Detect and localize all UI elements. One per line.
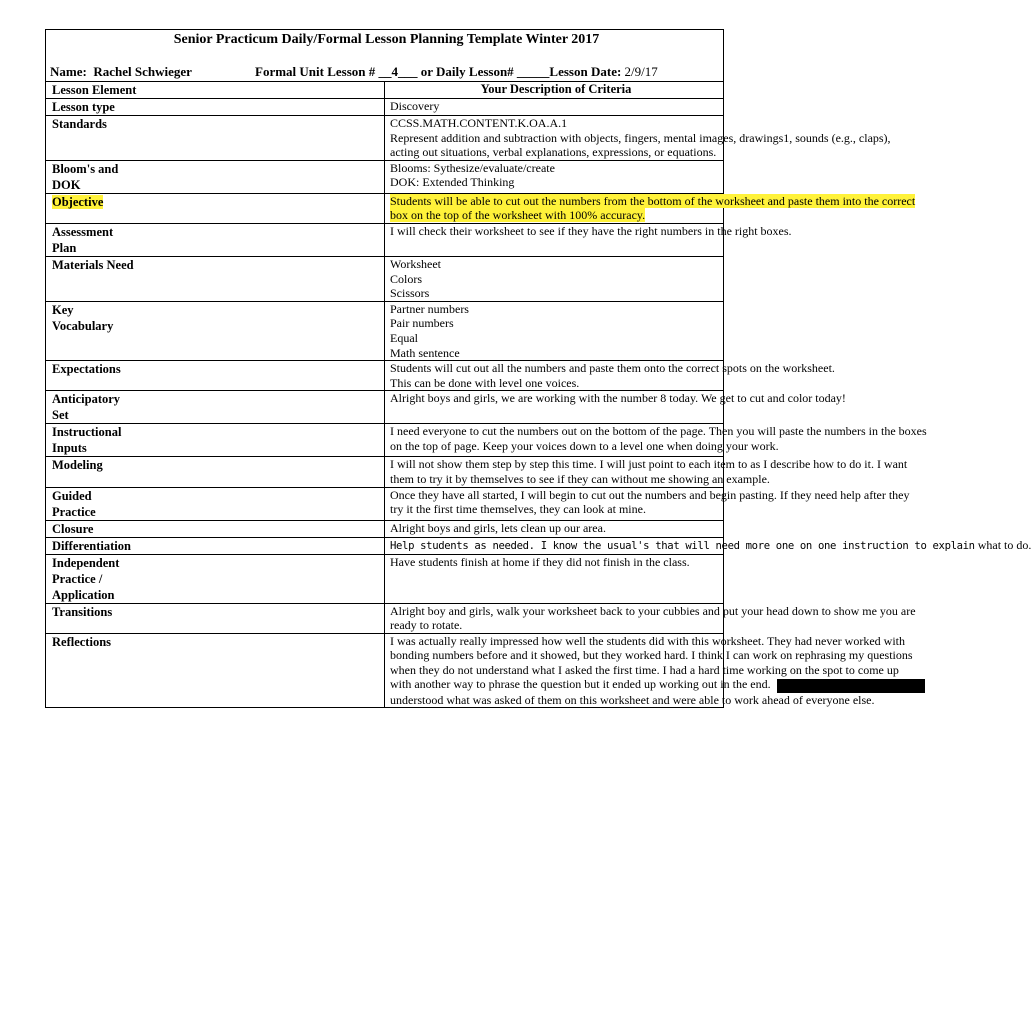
label-line: Anticipatory (52, 392, 121, 407)
label-line: Set (52, 408, 69, 423)
text-line: I was actually really impressed how well the students did with this worksheet. They had never worked with (390, 633, 905, 648)
label-standards: Standards (46, 116, 385, 161)
value-independent-practice (385, 554, 724, 603)
value-blooms-dok (385, 160, 724, 193)
value-instructional-inputs (385, 424, 927, 457)
label-assessment-plan (46, 223, 385, 256)
lesson-date: 2/9/17 (624, 64, 658, 79)
label-independent-practice (46, 554, 385, 603)
text-line: I need everyone to cut the numbers out on the bottom of the page. Then you will paste the numbers in the boxes (390, 424, 927, 439)
text-line: Partner numbers (390, 301, 469, 316)
document-title: Senior Practicum Daily/Formal Lesson Planning Template Winter 2017 (46, 30, 724, 52)
text-line: ready to rotate. (390, 618, 463, 633)
value-key-vocabulary (385, 301, 724, 360)
label-line: Vocabulary (52, 318, 114, 333)
text-line: Have students finish at home if they did not finish in the class. (390, 554, 690, 569)
label-expectations: Expectations (46, 361, 385, 391)
text-line: Once they have all started, I will begin to cut out the numbers and begin pasting. If they need help after they (390, 487, 910, 502)
text-line: Equal (390, 330, 418, 345)
text-line: CCSS.MATH.CONTENT.K.OA.A.1 (390, 116, 568, 130)
redaction-bar (777, 679, 925, 693)
text-line: This can be done with level one voices. (390, 375, 580, 390)
label-line: Practice (52, 504, 96, 519)
text-line: Alright boys and girls, lets clean up our area. (390, 520, 606, 535)
label-line: Instructional (52, 425, 122, 440)
value-transitions (385, 603, 916, 633)
text-line: acting out situations, verbal explanations, expressions, or equations. (390, 145, 717, 160)
text-line: Alright boy and girls, walk your worksheet back to your cubbies and put your head down to show me you are (390, 603, 916, 618)
label-line: Key (52, 302, 74, 317)
text-line: Students will cut out all the numbers and paste them onto the correct spots on the worksheet. (390, 361, 835, 376)
highlighted-text: box on the top of the worksheet with 100% accuracy. (390, 208, 646, 223)
text-line: Worksheet (390, 256, 442, 271)
value-reflections (385, 633, 913, 708)
label-line: Application (52, 587, 115, 602)
text-line: Blooms: Sythesize/evaluate/create (390, 160, 555, 175)
text-line: them to try it by themselves to see if they can without me showing an example. (390, 471, 770, 486)
value-modeling (385, 457, 908, 487)
label-closure: Closure (46, 520, 385, 537)
text-line: Represent addition and subtraction with objects, fingers, mental images, drawings1, sounds (e.g., claps), (390, 130, 891, 145)
text-line: DOK: Extended Thinking (390, 175, 515, 190)
label-materials: Materials Need (46, 256, 385, 301)
label-blooms-dok (46, 160, 385, 193)
label-modeling: Modeling (46, 457, 385, 487)
text-line: Colors (390, 271, 423, 286)
col-header-criteria: Your Description of Criteria (385, 82, 724, 99)
label-line: Inputs (52, 441, 87, 456)
label-reflections: Reflections (46, 633, 385, 708)
name-line (46, 51, 724, 82)
label-instructional-inputs (46, 424, 385, 457)
highlighted-label: Objective (52, 194, 104, 209)
text-line: bonding numbers before and it showed, but they worked hard. I think I can work on rephrasing my questions (390, 648, 913, 663)
col-header-element: Lesson Element (46, 82, 385, 99)
text-line: Pair numbers (390, 316, 454, 331)
highlighted-text: Students will be able to cut out the numbers from the bottom of the worksheet and paste them into the correct (390, 193, 916, 208)
value-expectations (385, 361, 835, 391)
lesson-plan-table (45, 29, 1031, 708)
lesson-number-line: Formal Unit Lesson # __4___ or Daily Lesson# _____Lesson Date: (255, 64, 622, 79)
label-line: Assessment (52, 224, 114, 239)
text-mono: Help students as needed. I know the usual's that will need more one on one instruction to explain (390, 539, 975, 552)
label-guided-practice (46, 487, 385, 520)
value-lesson-type (385, 99, 724, 116)
label-line: Practice / (52, 571, 103, 586)
value-assessment-plan (385, 223, 792, 256)
text-line: Alright boys and girls, we are working with the number 8 today. We get to cut and color today! (390, 391, 846, 406)
value-anticipatory-set (385, 391, 846, 424)
value-standards (385, 116, 891, 161)
value-differentiation (385, 537, 1031, 554)
label-line: Bloom's and (52, 161, 119, 176)
text-line: I will not show them step by step this time. I will just point to each item to as I describe how to do it. I want (390, 457, 908, 472)
text-line: try it the first time themselves, they can look at mine. (390, 502, 646, 517)
label-line: Independent (52, 555, 120, 570)
text-line: Math sentence (390, 345, 460, 360)
value-guided-practice (385, 487, 910, 520)
text-line: with another way to phrase the question but it ended up working out in the end. (390, 677, 771, 692)
value-objective (385, 193, 916, 223)
text-line: when they do not understand what I asked the first time. I had a hard time working on the spot to come up (390, 662, 899, 677)
label-lesson-type: Lesson type (46, 99, 385, 116)
label-line: DOK (52, 177, 81, 192)
label-objective (46, 193, 385, 223)
text-tail: what to do. (974, 537, 1031, 552)
label-transitions: Transitions (46, 603, 385, 633)
label-differentiation: Differentiation (46, 537, 385, 554)
text-line: Discovery (390, 99, 440, 113)
value-closure (385, 520, 724, 537)
teacher-name: Name: Rachel Schwieger (50, 64, 192, 79)
value-materials (385, 256, 724, 301)
label-anticipatory-set (46, 391, 385, 424)
text-line: understood what was asked of them on this worksheet and were able to work ahead of everyone else. (390, 692, 875, 707)
label-line: Guided (52, 488, 92, 503)
label-line: Plan (52, 240, 77, 255)
text-line: I will check their worksheet to see if they have the right numbers in the right boxes. (390, 223, 792, 238)
label-key-vocabulary (46, 301, 385, 360)
text-line: Scissors (390, 286, 430, 301)
text-line: on the top of page. Keep your voices down to a level one when doing your work. (390, 438, 779, 453)
